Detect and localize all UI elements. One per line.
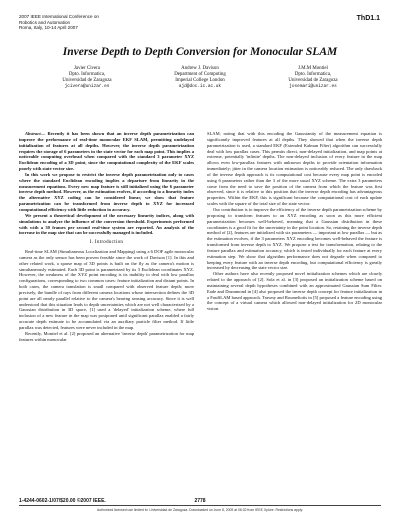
- conference-line-1: 2007 IEEE International Conference on: [19, 14, 99, 19]
- left-column: [19, 131, 194, 343]
- author-name: J.M.M Montiel: [298, 66, 328, 71]
- author: [258, 66, 368, 90]
- author-email[interactable]: jcivera@unizar.es: [64, 84, 110, 90]
- body-paragraph: Other authors have also recently proposed novel initialization schemes which are closely related to the approach of [2]. Sola et al. in [3] proposed an initialization scheme based on maintaining several depth hypotheses combined with an approximated Gaussian Sum Filter. Eade and Drummond in [4] also proposed the inverse depth concept for feature initialization in a FastSLAM based approach. Trawny and Roumeliotis in [5] proposed a feature encoding using the concept of a virtual camera which allowed non-delayed initialization for 2D monocular vision.: [207, 271, 382, 312]
- license-note: Authorized licensed use limited to: Universidad de Zaragoza. Downloaded on June 8, 2009 at 06:32 from IEEE Xplore. Restrictions apply.: [97, 508, 303, 512]
- author-email[interactable]: josemari@unizar.es: [289, 84, 337, 90]
- body-paragraph: Recently, Montiel et al. [2] proposed an alternative 'inverse depth' parametrization for map features within monocular: [19, 330, 194, 342]
- paper-title: Inverse Depth to Depth Conversion for Monocular SLAM: [62, 46, 338, 58]
- abstract-text: — Recently it has been shown that an inverse depth parametrization can improve the performance of real-time monocular EKF SLAM, permitting undelayed initialization of features at all depths. However, the inverse depth parametrization requires the storage of 6 parameters in the state vector for each map point. This implies a noticeable computing overhead when compared with the standard 3 parameter XYZ Euclidean encoding of a 3D point, since the computational complexity of the EKF scales poorly with state vector size.: [19, 131, 194, 172]
- author-org: Universidad de Zaragoza: [62, 78, 112, 84]
- author-name: Javier Civera: [74, 66, 100, 71]
- author: [32, 66, 142, 90]
- body-paragraph: Our contribution is to improve the efficiency of the inverse depth parametrization scheme by proposing to transform features to an XYZ encoding as soon as this more efficient parametrization becomes well-behaved, meaning that a Gaussian distribution in these coordinates is a good fit for the uncertainty in the point location. So, retaining the inverse depth method of [2], features are initialized with six parameters — important at low parallax — but as the estimation evolves, if the 3 parameters XYZ encoding becomes well-behaved the feature is transformed from inverse depth to XYZ. We propose a test for transformation, relating to the feature parallax and estimation accuracy, which is tested individually for each feature at every estimation step. We show that algorithm performance does not degrade when compared to keeping every feature with an inverse depth encoding, but computational efficiency is greatly increased by decreasing the state vector size.: [207, 206, 382, 271]
- author-dept: Dpto. Informatica,: [294, 72, 332, 78]
- footer-divider: [19, 505, 381, 506]
- author-dept: Department of Computing: [174, 72, 226, 78]
- author-name: Andrew J. Davison: [181, 66, 219, 71]
- session-code: ThD1.1: [356, 15, 380, 22]
- abstract-label: Abstract: [25, 131, 41, 136]
- author-block: [32, 66, 368, 90]
- author-org: Universidad de Zaragoza: [288, 78, 338, 84]
- conference-line-3: Roma, Italy, 10-14 April 2007: [19, 25, 78, 31]
- author-email[interactable]: ajd@doc.ic.ac.uk: [178, 84, 222, 90]
- conference-line-2: Robotics and Automation: [19, 19, 71, 25]
- body-paragraph: SLAM, noting that with this encoding the Gaussianity of the measurement equation is significantly improved features at all depths. They showed that when the inverse depth parametrization is used, a standard EKF (Extended Kalman Filter) algorithm can successfully deal with low parallax cases. This permits direct, non-delayed initialization, and map points at extreme, potentially 'infinite' depths. The non-delayed inclusion of every feature in the map allows even low-parallax features with unknown depths to provide orientation information immediately; jitter in the camera location estimation is noticeably reduced. The only drawback of the inverse depth approach is its computational cost because every map point is encoded using 6 parameters rather than the 3 of the more usual XYZ scheme. The extra 3 parameters come from the need to save the position of the camera from which the feature was first observed, since it is relative to this position that the inverse depth encoding has advantageous properties. Within the EKF, this is significant because the computational cost of each update scales with the square of the total size of the state vector.: [207, 131, 382, 207]
- section-heading: I. Introduction: [89, 240, 124, 246]
- author-org: Imperial College London: [175, 78, 225, 84]
- page-number: 2778: [194, 498, 206, 504]
- abstract-paragraph: We present a theoretical development of the necessary linearity indices, along with simulations to analyze the influence of the conversion threshold. Experiments performed with with a 30 frames per second real-time system are reported. An analysis of the increase in the map size that can be successfully managed is included.: [19, 212, 194, 236]
- conference-header: [19, 14, 99, 31]
- abstract-paragraph: In this work we propose to restrict the inverse depth parametrization only to cases where the standard Euclidean encoding implies a departure from linearity in the measurement equations. Every new map feature is still initialized using the 6 parameter inverse depth method. However, as the estimation evolves, if according to a linearity index the alternative XYZ coding can be considered linear, we show that feature parametrization can be transformed from inverse depth to XYZ for increased computational efficiency with little reduction in accuracy.: [19, 171, 194, 212]
- abstract-paragraph: [19, 131, 194, 172]
- isbn-line: 1-4244-0602-1/07/$20.00 ©2007 IEEE.: [19, 498, 106, 504]
- author: [145, 66, 255, 90]
- body-paragraph: Real-time SLAM (Simultaneous Localization and Mapping) using a 6 DOF agile monocular camera as the only sensor has been proven feasible since the work of Davison [1]. In this and other related work, a sparse map of 3D points is built on the fly as the camera's motion is simultaneously estimated. Each 3D point is parametrized by its 3 Euclidean coordinates XYZ. However, the weakness of the XYZ point encoding is its inability to deal with low parallax configurations, corresponding to two common cases: feature initialization and distant points. In both cases, the camera translation is small compared with observed feature depth; more precisely, the bundle of rays from different camera locations whose intersection defines the 3D point are all nearly parallel relative to the camera's bearing sensing accuracy. Since it is well understood that this situation leads to depth uncertainties which are not well characterized by a Gaussian distribution in 3D space, [1] used a 'delayed' initialization scheme, where full inclusion of a new feature in the map was postponed until significant parallax enabled a fairly accurate depth estimate to be accumulated via an auxiliary particle filter method. If little parallax was detected, features were never included in the map.: [19, 249, 194, 330]
- right-column: [207, 131, 382, 312]
- author-dept: Dpto. Informatica,: [68, 72, 106, 78]
